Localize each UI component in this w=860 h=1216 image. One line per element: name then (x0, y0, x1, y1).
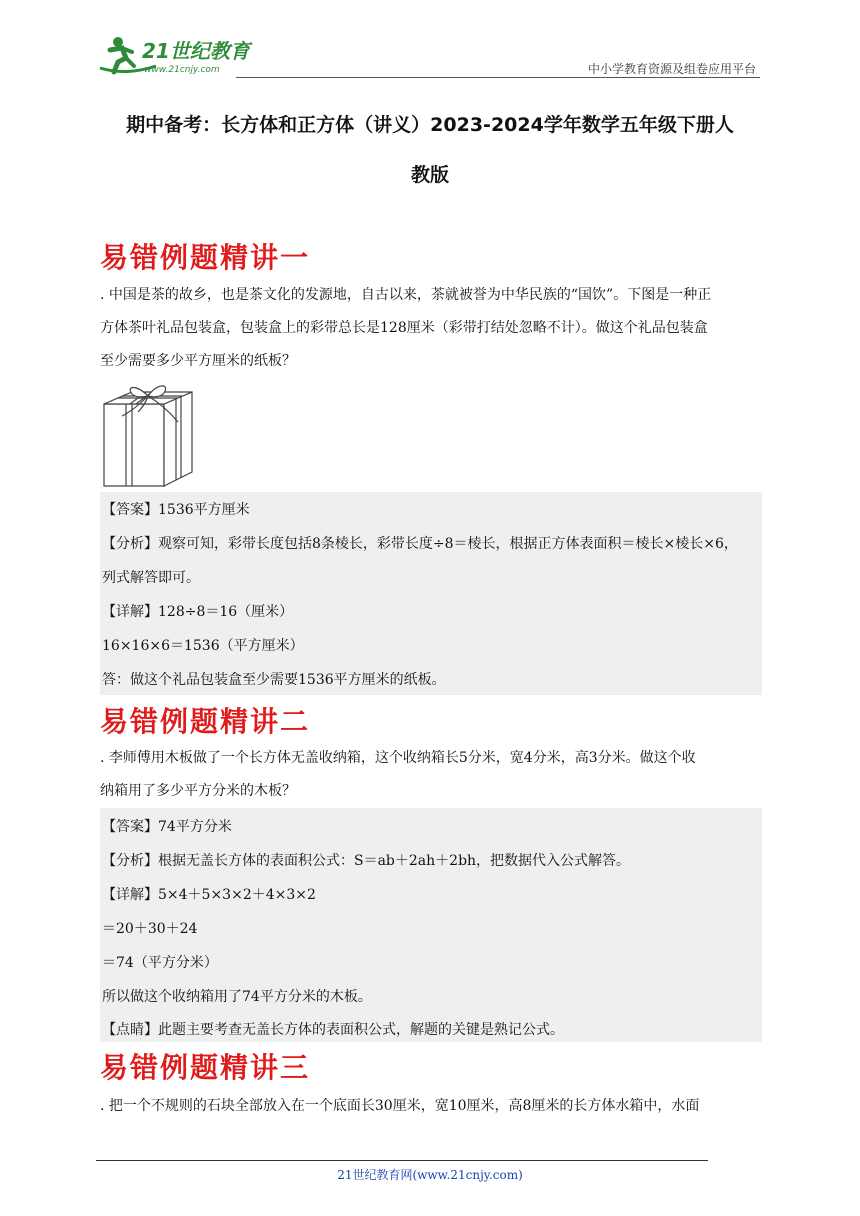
solution-line: 16×16×6＝1536（平方厘米） (102, 638, 304, 654)
answer-line: 【答案】1536平方厘米 (102, 502, 250, 518)
section-heading-2: 易错例题精讲二 (100, 705, 311, 738)
title-line-1: 期中备考：长方体和正方体（讲义）2023-2024学年数学五年级下册人 (126, 114, 734, 136)
section-heading-1: 易错例题精讲一 (100, 241, 311, 274)
footer-divider (96, 1160, 708, 1161)
key-point-line: 【点睛】此题主要考查无盖长方体的表面积公式，解题的关键是熟记公式。 (102, 1022, 564, 1038)
answer-box-2 (100, 808, 762, 1042)
question-2 (100, 742, 762, 808)
solution-line: ＝74（平方分米） (102, 955, 218, 971)
runner-logo-icon (96, 32, 266, 76)
question-1-line: 方体茶叶礼品包装盒，包装盒上的彩带总长是128厘米（彩带打结处忽略不计）。做这个礼品包装盒 (100, 320, 708, 336)
platform-name: 中小学教育资源及组卷应用平台 (587, 62, 756, 76)
question-3-line: . 把一个不规则的石块全部放入在一个底面长30厘米，宽10厘米，高8厘米的长方体水箱中，水面 (100, 1098, 700, 1114)
analysis-line: 列式解答即可。 (102, 570, 200, 586)
header-divider (236, 77, 760, 78)
section-heading-3: 易错例题精讲三 (100, 1051, 311, 1084)
question-2-line: 纳箱用了多少平方分米的木板？ (100, 783, 296, 799)
question-1-line: . 中国是茶的故乡，也是茶文化的发源地，自古以来，茶就被誉为中华民族的“国饮”。下图是一种正 (100, 287, 712, 303)
footer-link[interactable]: 21世纪教育网(www.21cnjy.com) (337, 1168, 523, 1182)
question-3 (100, 1090, 762, 1123)
question-1-line: 至少需要多少平方厘米的纸板？ (100, 353, 296, 369)
document-title (96, 100, 764, 200)
solution-line: ＝20＋30＋24 (102, 921, 198, 937)
conclusion-line: 所以做这个收纳箱用了74平方分米的木板。 (102, 989, 372, 1005)
title-line-2: 教版 (410, 164, 449, 186)
solution-line: 【详解】5×4＋5×3×2＋4×3×2 (102, 887, 316, 903)
question-2-line: . 李师傅用木板做了一个长方体无盖收纳箱，这个收纳箱长5分米，宽4分米，高3分米。做这个收 (100, 750, 696, 766)
answer-line: 【答案】74平方分米 (102, 819, 232, 835)
svg-text:www.21cnjy.com: www.21cnjy.com (144, 65, 220, 75)
svg-text:21世纪教育: 21世纪教育 (142, 39, 250, 63)
gift-box-image (100, 382, 196, 490)
page-header (96, 28, 760, 78)
solution-line: 【详解】128÷8＝16（厘米） (102, 604, 294, 620)
analysis-line: 【分析】观察可知，彩带长度包括8条棱长，彩带长度÷8＝棱长，根据正方体表面积＝棱长×棱长×6， (102, 536, 738, 552)
question-1 (100, 279, 762, 378)
site-logo[interactable] (96, 32, 266, 76)
answer-box-1 (100, 492, 762, 695)
analysis-line: 【分析】根据无盖长方体的表面积公式：S＝ab＋2ah＋2bh，把数据代入公式解答。 (102, 853, 631, 869)
conclusion-line: 答：做这个礼品包装盒至少需要1536平方厘米的纸板。 (102, 672, 446, 688)
